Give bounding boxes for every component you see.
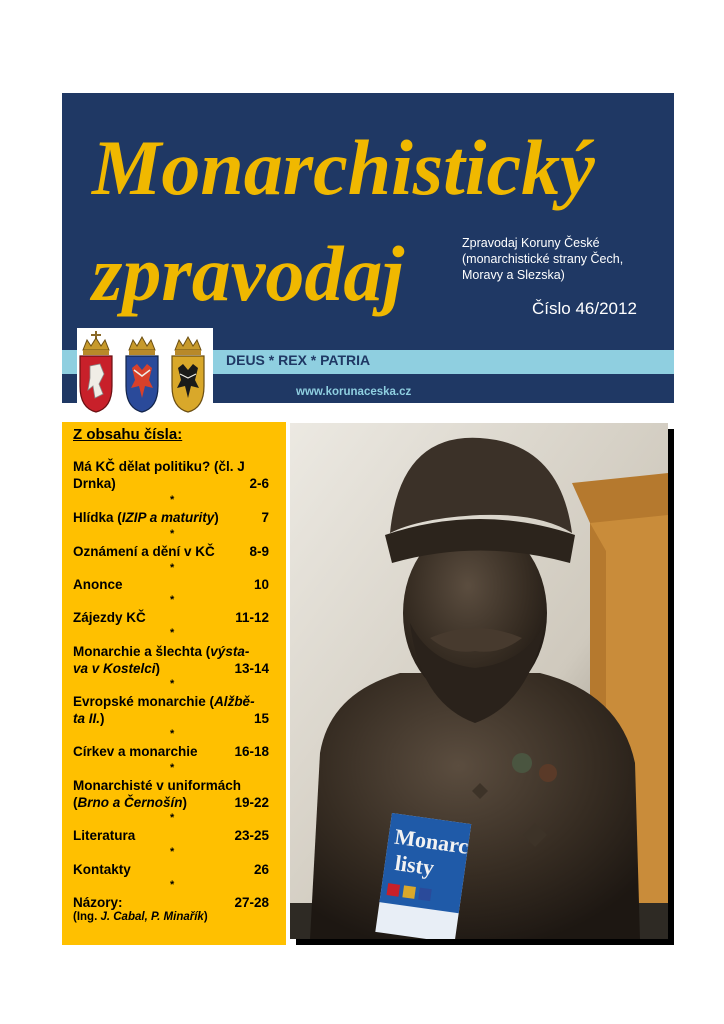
motto: DEUS * REX * PATRIA [226,352,371,368]
title-line-2: zpravodaj [92,230,404,317]
toc-separator: * [170,879,175,891]
toc-heading: Z obsahu čísla: [73,426,183,443]
bust-photo [290,423,668,939]
toc-entry: Církev a monarchie 16-18 [73,744,269,759]
toc-separator: * [170,528,175,540]
toc-entry: Hlídka (IZIP a maturity) 7 [73,510,269,525]
toc-entry: Zájezdy KČ 11-12 [73,610,269,625]
book-icon [375,813,471,939]
toc-separator: * [170,594,175,606]
bohemia-crest-icon [80,331,112,412]
toc-separator: * [170,494,175,506]
toc-entry: Názory: 27-28 [73,895,269,910]
subtitle-line-1: Zpravodaj Koruny České [462,236,600,250]
moravia-crest-icon [126,337,158,412]
issue-number: Číslo 46/2012 [532,299,637,318]
table-of-contents [62,422,286,945]
toc-separator: * [170,762,175,774]
svg-text:Monarc: Monarc [393,823,470,859]
toc-entry: Oznámení a dění v KČ 8-9 [73,544,269,559]
toc-separator: * [170,812,175,824]
toc-entry: Anonce 10 [73,577,269,592]
subtitle-line-3: Moravy a Slezska) [462,268,565,282]
coats-of-arms [77,328,213,414]
subtitle [462,235,662,283]
svg-text:listy: listy [393,850,436,881]
toc-separator: * [170,678,175,690]
title-line-1: Monarchistický [92,124,595,211]
toc-separator: * [170,728,175,740]
coats-of-arms-icon [77,328,213,414]
bust-photo-icon [290,423,668,939]
toc-entry: Monarchie a šlechta (výsta- va v Kostelci) 13-14 [73,644,269,676]
toc-separator: * [170,846,175,858]
toc-entry: Kontakty 26 [73,862,269,877]
silesia-crest-icon [172,337,204,412]
toc-entry: Evropské monarchie (Alžbě- ta II.) 15 [73,694,269,726]
toc-separator: * [170,562,175,574]
toc-entry: Monarchisté v uniformách (Brno a Černošín) 19-22 [73,778,269,810]
toc-entry: Má KČ dělat politiku? (čl. J Drnka) 2-6 [73,459,269,491]
website-url[interactable]: www.korunaceska.cz [296,386,412,398]
toc-note: (Ing. J. Cabal, P. Minařík) [73,911,208,923]
toc-entry: Literatura 23-25 [73,828,269,843]
subtitle-line-2: (monarchistické strany Čech, [462,252,624,266]
toc-separator: * [170,627,175,639]
